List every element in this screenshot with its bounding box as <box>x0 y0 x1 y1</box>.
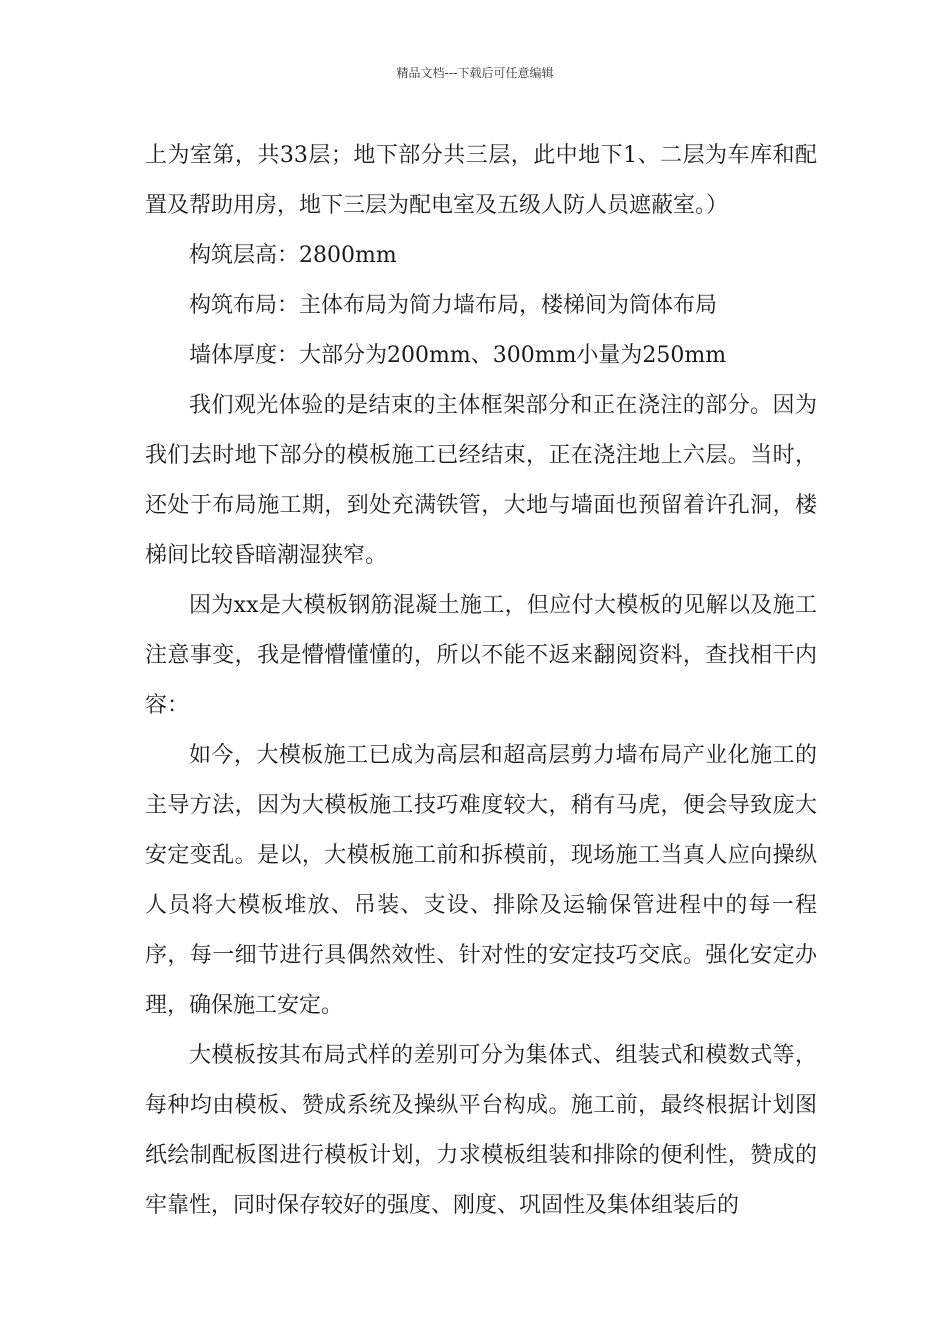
paragraph-formwork-safety: 如今，大模板施工已成为高层和超高层剪力墙布局产业化施工的主导方法，因为大模板施工技巧难度较大，稍有马虎，便会导致庞大安定变乱。是以，大模板施工前和拆模前，现场施工当真人应向操纵人员将大模板堆放、吊装、支设、排除及运输保管进程中的每一程序，每一细节进行具偶然效性、针对性的安定技巧交底。强化安定办理，确保施工安定。 <box>145 743 817 1018</box>
paragraph-visit-experience: 我们观光体验的是结束的主体框架部分和正在浇注的部分。因为我们去时地下部分的模板施工已经结束，正在浇注地上六层。当时，还处于布局施工期，到处充满铁管，大地与墙面也预留着许孔洞，楼梯间比较昏暗潮湿狭窄。 <box>145 393 817 568</box>
paragraph-continuation: 上为室第，共33层；地下部分共三层，此中地下1、二层为车库和配置及帮助用房，地下三层为配电室及五级人防人员遮蔽室。） <box>145 143 817 218</box>
paragraph-structure-layout: 构筑布局：主体布局为简力墙布局，楼梯间为筒体布局 <box>189 293 718 318</box>
page-header: 精品文档---下载后可任意编辑 <box>396 66 554 80</box>
paragraph-wall-thickness: 墙体厚度：大部分为200mm、300mm小量为250mm <box>189 343 727 368</box>
paragraph-formwork-types: 大模板按其布局式样的差别可分为集体式、组装式和模数式等，每种均由模板、赞成系统及操纵平台构成。施工前，最终根据计划图纸绘制配板图进行模板计划，力求模板组装和排除的便利性，赞成的牢靠性，同时保存较好的强度、刚度、巩固性及集体组装后的 <box>145 1043 817 1218</box>
paragraph-large-formwork-intro: 因为xx是大模板钢筋混凝土施工，但应付大模板的见解以及施工注意事变，我是懵懵懂懂的，所以不能不返来翻阅资料，查找相干内容： <box>145 593 817 718</box>
paragraph-floor-height: 构筑层高：2800mm <box>189 243 397 268</box>
document-body <box>145 131 817 1231</box>
